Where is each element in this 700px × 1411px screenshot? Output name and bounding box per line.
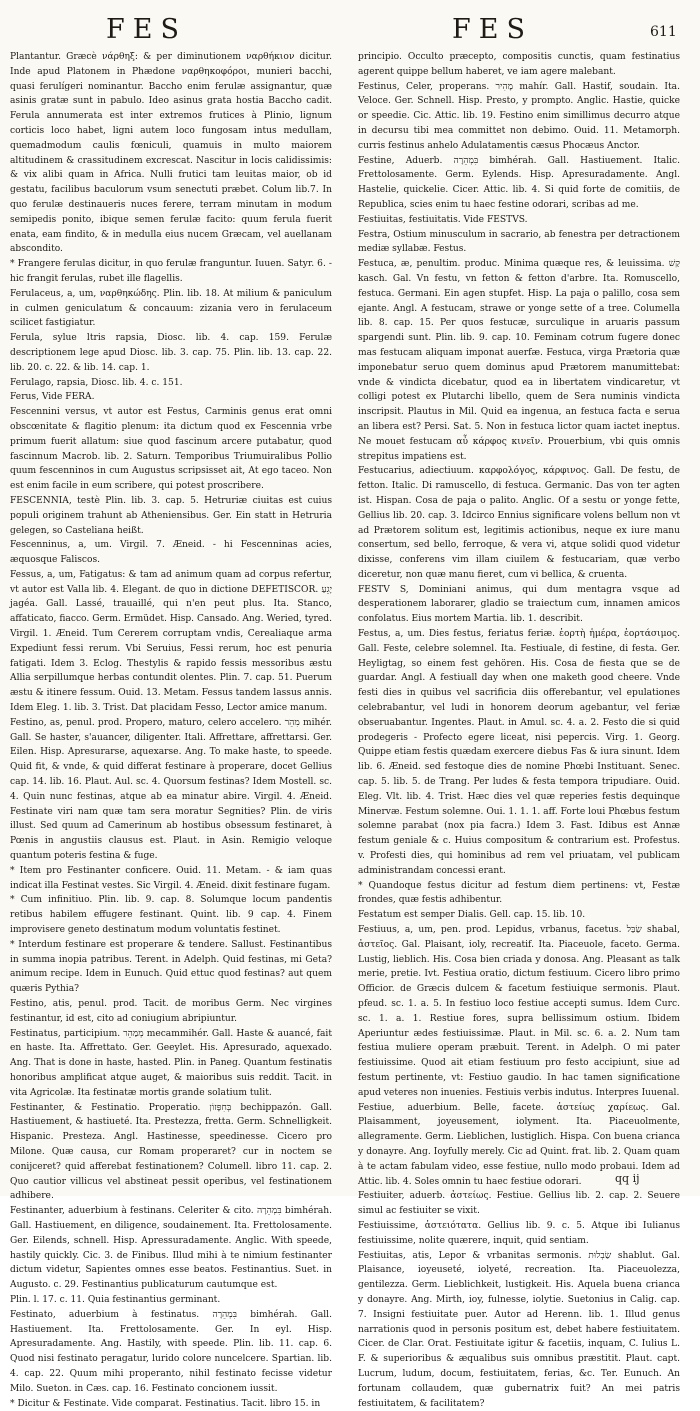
entry: Festiue, aduerbium. Belle, facete. ἀστείως χαρίεως. Gal. Plaisamment, joyeusement, iolyment. Ita. Piaceuolmente, allegramente. Germ. Lieblichen, lustiglich. Hispa. Con buena crianca y donayre. Ang. Ioyfully merely. Cic ad Quint. frat. lib. 2. Quam quam à te actam fabulam video, esse festiue, nullo modo probaui. Idem ad Attic. lib. 4. Soles omnin tu haec festiue odorari. bbox=[358, 1102, 680, 1187]
entry: Ferulaceus, a, um, ναρθηκώδης. Plin. lib. 18. At milium & paniculum in culmen geniculatum & concauum: zizania vero in ferulaceum scilicet fastigiatur. bbox=[10, 288, 332, 329]
page-number: 611 bbox=[650, 24, 677, 40]
entry: Festatum est semper Dialis. Gell. cap. 15. lib. 10. bbox=[358, 910, 586, 921]
entry: * Quandoque festus dicitur ad festum diem pertinens: vt, Festæ frondes, quæ festis adhibentur. bbox=[358, 880, 680, 906]
entry: Festiuus, a, um, pen. prod. Lepidus, vrbanus, facetus. שַׂבַּל shabal, ἀστεῖος. Gal. Plaisant, ioly, recreatif. Ita. Piaceuole, faceto. Germa. Lustig, lieblich. His. Cosa bien criada y donosa. Ang. Pleasant as talk merie, pretie. Ivt. Festiua oratio, dictum festiuum. Cicero libro primo Officior. de Græcis dulcem & facetum festiuique sermonis. Plaut. pfeud. sc. 1. a. 5. In festiuo loco festiue accepti sumus. Idem Curc. sc. 1. a. 1. Restiue fores, supra bellissimum ostium. Ibidem Aperiuntur ædes festiuissimæ. Plaut. in Mil. sc. 6. a. 2. Num tam festiua muliere operam præbuit. Terent. in Adelph. O mi pater festiuissime. Quod ait etiam festiuum pro festo accipiunt, siue ad festum pertinente, vt: Festiuo gaudio. In hac tamen significatione apud veteres non inuenies. Festiuis verbis indutus. Interpres Iuuenal. bbox=[358, 925, 680, 1098]
entry: principio. Occulto præcepto, compositis cunctis, quam festinatius agerent quippe bellum haberet, ve iam agere malebant. bbox=[358, 52, 680, 77]
left-column bbox=[10, 50, 332, 1409]
entry: Festinanter, & Festinatio. Properatio. בְּחִפָּזוֹן bechippazón. Gall. Hastiuement, & hastiueté. Ita. Prestezza, fretta. Germ. Schnelligkeit. Hispanic. Presteza. Angl. Hastinesse, speedinesse. Cicero pro Milone. Quæ causa, cur Romam properaret? cur in noctem se conijceret? quid afferebat festinationem? Columell. libro 11. cap. 2. Quo cautior villicus vel abstineat pessit operibus, vel festinationem adhibere. bbox=[10, 1102, 332, 1202]
entry: Festine, Aduerb. בִּמְהֵרָה bimhérah. Gall. Hastiuement. Italic. Frettolosamente. Germ. Eylends. Hisp. Apresuradamente. Angl. Hastelie, quickelie. Cicer. Attic. lib. 4. Si quid forte de comitiis, de Republica, scies enim tu haec festine odorari, scribas ad me. bbox=[358, 155, 680, 210]
entry: Ferus, Vide FERA. bbox=[10, 392, 95, 403]
entry: * Item pro Festinanter conficere. Ouid. 11. Metam. - & iam quas indicat illa Festinat vestes. Sic Virgil. 4. Æneid. dixit festinare fugam. bbox=[10, 865, 332, 891]
entry: Ferula, sylue ltris rapsia, Diosc. lib. 4. cap. 159. Ferulæ descriptionem lege apud Diosc. lib. 3. cap. 75. Plin. lib. 13. cap. 22. lib. 20. c. 22. & lib. 14. cap. 1. bbox=[10, 333, 332, 373]
entry: Festiuiter, aduerb. ἀστείως. Festiue. Gellius lib. 2. cap. 2. Seuere simul ac festiuiter se vixit. bbox=[358, 1191, 680, 1217]
entry: Fescenninus, a, um. Virgil. 7. Æneid. - hi Fescenninas acies, æquosque Faliscos. bbox=[10, 540, 332, 566]
entry: Festino, as, penul. prod. Propero, maturo, celero accelero. מִהֵר mihér. Gall. Se haster, s'auancer, diligenter. Itali. Affrettare, affrettarsi. Ger. Eilen. Hisp. Apresurarse, aquexarse. Ang. To make haste, to speede. Quid fit, & vnde, & quid differat festinare à properare, docet Gellius cap. 14. lib. 16. Plaut. Aul. sc. 4. Quorsum festinas? Idem Mostell. sc. 4. Quin nunc festinas, atque ab ea minatur abire. Virgil. 4. Æneid. Festinate viri nam quæ tam sera moratur Segnities? Plin. de viris illust. Sed quum ad Camerinum ab hostibus obsessum festinaret, à Pœnis in angustiis clausus est. Plaut. in Asin. Remigio veloque quantum poteris festina & fuge. bbox=[10, 717, 332, 862]
entry: Festucarius, adiectiuum. καρφολόγος, κάρφινος. Gall. De festu, de fetton. Italic. Di ramuscello, di festuca. Germanic. Das von ter agten ist. Hispan. Cosa de paja o palito. Anglic. Of a sestu or yonge fette, Gellius lib. 20. cap. 3. Idcirco Ennius significare volens bellum non vt ad Prætorem solitum est, legitimis actionibus, neque ex iure manu consertum, sed bello, ferroque, & vera vi, atque solidi quod videtur dixisse, conferens vim illam ciuilem & festucariam, quæ verbo diceretur, non quæ manu fieret, cum vi bellica, & cruenta. bbox=[358, 466, 680, 580]
entry: Festino, atis, penul. prod. Tacit. de moribus Germ. Nec virgines festinantur, id est, cito ad coniugium abripiuntur. bbox=[10, 999, 332, 1024]
signature-mark: qq ij bbox=[615, 1172, 640, 1185]
entry: Festinus, Celer, properans. מָהִיר mahír. Gall. Hastif, soudain. Ita. Veloce. Ger. Schnell. Hisp. Presto, y prompto. Anglic. Hastie, quicke or speedie. Cic. Attic. lib. 19. Festino enim simillimus decurro atque in decursu tibi mea committet non debimo. Ouid. 11. Metamorph. curris festinus anhelo Adulatamentis cæsus Phocæus Anctor. bbox=[358, 81, 680, 151]
entry: Festinatus, participium. מְמַהֵר mecammihér. Gall. Haste & auancé, fait en haste. Ita. Affrettato. Ger. Geeylet. His. Apresurado, aquexado. Ang. That is done in haste, hasted. Plin. in Paneg. Quantum festinatis honoribus amplificat atque auget, & maioribus suis reddit. Tacit. in vita Agricolæ. Ita festinatæ mortis grande solatium tulit. bbox=[10, 1028, 332, 1098]
entry: Festinato, aduerbium à festinatus. בִּמְהֵרָה bimhérah. Gall. Hastiuement. Ita. Frettolosamente. Ger. In eyl. Hisp. Apresuradamente. Ang. Hastily, with speede. Plin. lib. 11. cap. 6. Quod nisi festinato peragatur, lurido colore nuncelcere. Spartian. lib. 4. cap. 22. Quum mihi properanto, nihil festinato fecisse videtur Milo. Sueton. in Cæs. cap. 16. Festinato concionem iussit. bbox=[10, 1309, 332, 1394]
entry: Fescennini versus, vt autor est Festus, Carminis genus erat omni obscœnitate & flagitio plenum: ita dictum quod ex Fescennia vrbe primum fuerit allatum: siue quod fascinum arcere putabatur, quod fascinnum Macrob. lib. 2. Saturn. Temporibus Triumuiralibus Pollio quum fescenninos in cum Augustus scripsisset ait, At ego taceo. Non est enim facile in eum scribere, qui potest proscribere. bbox=[10, 407, 332, 492]
entry: Ferulago, rapsia, Diosc. lib. 4. c. 151. bbox=[10, 377, 183, 388]
entry: Festiuitas, festiuitatis. Vide FESTVS. bbox=[358, 214, 528, 225]
entry: * Dicitur & Festinate. Vide comparat. Festinatius. Tacit. libro 15. in bbox=[10, 1398, 321, 1409]
entry: Festra, Ostium minusculum in sacrario, ab fenestra per detractionem mediæ syllabæ. Festus. bbox=[358, 229, 680, 255]
running-header bbox=[0, 14, 700, 50]
entry: Festiuissime, ἀστειότατα. Gellius lib. 9. c. 5. Atque ibi Iulianus festiuissime, nolite quærere, inquit, quid sentiam. bbox=[358, 1220, 680, 1246]
header-left-word: FES bbox=[106, 14, 187, 45]
entry: * Cum infinitiuo. Plin. lib. 9. cap. 8. Solumque locum pandentis retibus habilem effugere festinant. Quint. lib. 9 cap. 4. Finem improvisere geneto destinatum modum voluntatis festinet. bbox=[10, 895, 332, 936]
entry: Festus, a, um. Dies festus, feriatus feriæ. ἑορτὴ ἡμέρα, ἑορτάσιμος. Gall. Feste, celebre solemnel. Ita. Festiuale, di festine, di festa. Ger. Heyligtag, so einem fest gehören. His. Cosa de fiesta que se de guardar. Angl. A festiuall day when one maketh good cheere. Vnde festi dies in quibus vel sacrificia diis offerebantur, vel epulationes celebrabantur, vel ludi in honorem deorum agebantur, vel feriæ obseruabantur. Ingentes. Plaut. in Amul. sc. 4. a. 2. Festo die si quid prodegeris - Profecto egere liceat, nisi pepercis. Virg. 1. Georg. Quippe etiam festis quædam exercere diebus Fas & iura sinunt. Idem lib. 6. Æneid. sed festoque dies de nomine Phœbi Instituant. Senec. cap. 5. lib. 5. de Trang. Per ludes & festa tempora tripudiare. Ouid. Eleg. Vlt. lib. 4. Trist. Hæc dies vel quæ reperies festis dequinque Minervæ. Festum solemne. Oui. 1. 1. 1. aff. Forte loui Phœbus festum solemne parabat (nox pia facra.) Idem 3. Fast. Idibus est Annæ festum geniale & c. Huius compositum & contrarium est. Profestus. v. Profesti dies, qui hominibus ad rem vel priuatam, vel publicam administrandam concessi erant. bbox=[358, 629, 680, 876]
header-right-word: FES bbox=[452, 14, 533, 45]
entry: Festinanter, aduerbium à festinans. Celeriter & cito. בִּמְהֵרָה bimhérah. Gall. Hastiuement, en diligence, soudainement. Ita. Frettolosamente. Ger. Eilends, schnell. Hisp. Apressuradamente. Anglic. With speede, hastily quickly. Cic. 3. de Finibus. Illud mihi à te nimium festinanter dictum videtur, Sapientes omnes esse beatos. Festinantius. Suet. in Augusto. c. 29. Festinantius publicaturum cautumque est. bbox=[10, 1206, 332, 1291]
entry: Fessus, a, um, Fatigatus: & tam ad animum quam ad corpus refertur, vt autor est Valla lib. 4. Elegant. de quo in dictione DEFETISCOR. יָגֵעַ jagéa. Gall. Lassé, trauaillé, qui n'en peut plus. Ita. Stanco, affaticato, fiacco. Germ. Ermüdet. Hisp. Cansado. Ang. Weried, tyred. Virgil. 1. Æneid. Tum Cererem corruptam vndis, Cerealiaque arma Expediunt fessi rerum. Vbi Seruius, Fessi rerum, hoc est penuria fatigati. Idem 3. Eclog. Thestylis & rapido fessis messoribus æstu Allia serpillumque herbas contundit olentes. Plin. 7. cap. 51. Puerum æstu & itinere fessum. Ouid. 13. Metam. Fessus tandem lassus annis. Idem Eleg. 1. lib. 3. Trist. Dat placidam Fesso, Lector amice manum. bbox=[10, 569, 332, 714]
entry: Plin. l. 17. c. 11. Quia festinantius germinant. bbox=[10, 1294, 221, 1305]
entry: * Frangere ferulas dicitur, in quo ferulæ franguntur. Iuuen. Satyr. 6. - hic frangit ferulas, rubet ille flagellis. bbox=[10, 259, 332, 284]
entry: Festuca, æ, penultim. produc. Minima quæque res, & leuissima. קַשׁ kasch. Gal. Vn festu, vn fetton & fetton d'arbre. Ita. Romuscello, festuca. Germani. Ein agen stupfet. Hisp. La paja o palillo, cosa sem ejante. Angl. A festucam, strawe or yonge sette of a tree. Columella lib. 8. cap. 15. Per quos festucæ, surculique in aruaris passum spargendi sunt. Plin. lib. 9. cap. 10. Feminam cotrum fugere donec mas festucam aliquam imponat auerfæ. Festuca, virga Prætoria quæ imponebatur seruo quem dominus apud Prætorem manumittebat: vnde & vindicta dicebatur, quod ea in libertatem vindicaretur, vt colligi potest ex Plutarchi libello, quem de Sera numinis vindicta inscripsit. Plautus in Mil. Quid ea ingenua, an festuca facta e serua an libera est? Persi. Sat. 5. Non in festuca lictor quam iactet ineptus. Ne mouet festucam αὖ κάρφος κινεῖν. Prouerbium, vbi quis omnis strepitus impatiens est. bbox=[358, 259, 680, 462]
entry: FESCENNIA, testè Plin. lib. 3. cap. 5. Hetruriæ ciuitas est cuius populi originem trahunt ab Atheniensibus. Ger. Ein statt in Hetruria gelegen, so Casteliana heißt. bbox=[10, 495, 332, 536]
entry: Plantantur. Græcè νάρθηξ: & per diminutionem ναρθήκιον dicitur. Inde apud Platonem in Phædone ναρθηκοφόροι, munieri bacchi, quasi ferulígeri nominantur. Baccho enim ferulæ assignantur, quæ asinis gratæ sunt in pabulo. Ideo asinus grata hostia Baccho cadit. Ferula annumerata est inter extremos frutices à Plinio, lignum corticis loco habet, ligni autem loco fungosam intus medullam, quemadmodum caulis fœniculi, quamuis in multo maiorem altitudinem & crassitudinem excrescat. Nascitur in locis calidissimis: & vix alibi quam in Africa. Nulli frutici tam leuitas maior, ob id gestatu, facilibus baculorum vsum senectuti præbet. Colum lib.7. In quo ferulæ destinaueris nuces ferere, terram minutam in modum semipedis ponito, ibique semen ferulæ facito: quum ferula fuerit enata, eam findito, & in medulla eius nucem Græcam, vel auellanam abscondito. bbox=[10, 52, 332, 255]
entry: Festiuitas, atis, Lepor & vrbanitas sermonis. שַׂבְלוּת shablut. Gal. Plaisance, ioyeuseté, iolyeté, recreation. Ita. Piaceuolezza, gentilezza. Germ. Lieblichkeit, lustigkeit. His. Aquela buena crianca y donayre. Ang. Mirth, ioy, fulnesse, iolytie. Suetonius in Calig. cap. 7. Insigni festiuitate puer. Autor ad Herenn. lib. 1. Illud genus narrationis quod in personis positum est, debet habere festiuitatem. Cicer. de Clar. Orat. Festiuitate igitur & facetiis, inquam, C. Iulius L. F. & superioribus & æqualibus suis omnibus præstitit. Plaut. capt. Lucrum, ludum, docum, festiuitatem, ferias, &c. Ter. Eunuch. An fortunam collaudem, quæ gubernatrix fuit? An mei patris festiuitatem, & facilitatem? bbox=[358, 1250, 681, 1409]
entry: * Interdum festinare est properare & tendere. Sallust. Festinantibus in summa inopia patribus. Terent. in Adelph. Quid festinas, mi Geta? animum recipe. Idem in Eunuch. Quid ettuc quod festinas? aut quem quæris Pythia? bbox=[10, 939, 332, 995]
entry: FESTV S, Dominiani animus, qui dum mentagra vsque ad desperationem laborarer, gladio se traiectum cum, innamen amicos confolatus. Eius mortem Martia. lib. 1. describit. bbox=[358, 584, 680, 625]
